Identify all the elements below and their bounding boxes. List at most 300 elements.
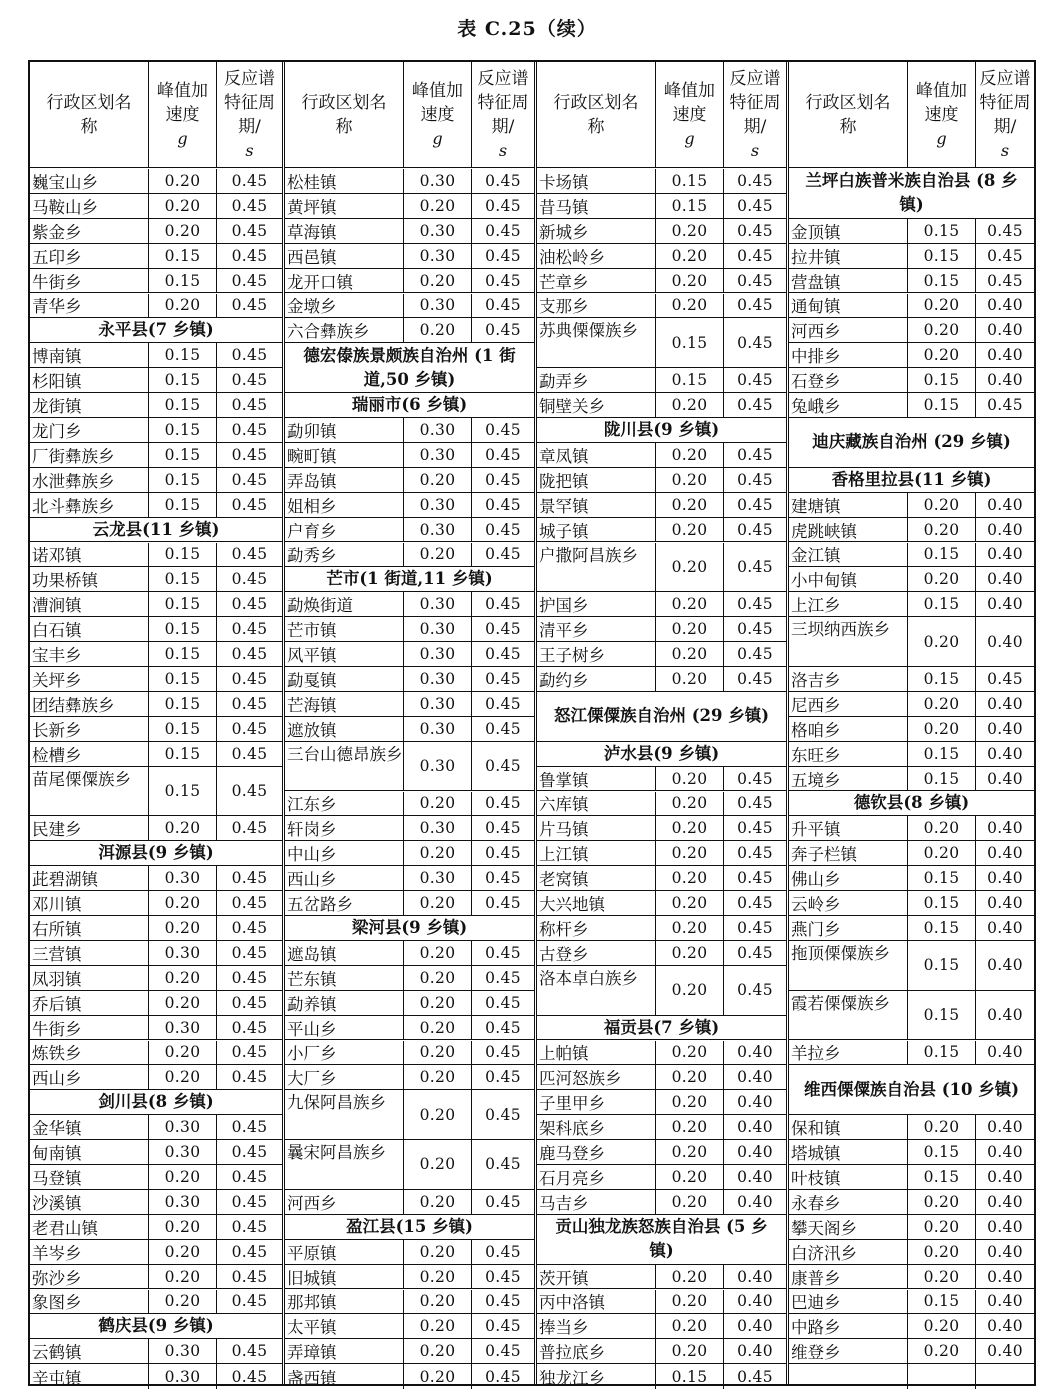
- region-name: 五印乡: [30, 244, 149, 269]
- peak-acceleration: 0.20: [404, 1314, 472, 1339]
- characteristic-period: 0.45: [472, 1339, 534, 1364]
- group-heading: 洱源县(9 乡镇): [30, 841, 282, 866]
- region-name: 匹河怒族乡: [537, 1065, 656, 1090]
- characteristic-period: 0.45: [217, 891, 282, 916]
- region-name: 旧城镇: [285, 1265, 404, 1290]
- characteristic-period: 0.40: [976, 1215, 1034, 1240]
- group-heading: 德宏傣族景颇族自治州 (1 街道,50 乡镇): [285, 343, 534, 393]
- characteristic-period: 0.45: [217, 1115, 282, 1140]
- region-name: 勐焕街道: [285, 592, 404, 617]
- characteristic-period: 0.45: [217, 717, 282, 742]
- peak-acceleration: 0.15: [908, 543, 976, 568]
- characteristic-period: 0.45: [724, 169, 786, 194]
- header-pga: [404, 62, 472, 168]
- region-name: 普拉底乡: [537, 1339, 656, 1364]
- characteristic-period: 0.45: [472, 1140, 534, 1190]
- region-name: 上江乡: [789, 592, 908, 617]
- region-name: 霞若傈僳族乡: [789, 991, 908, 1041]
- peak-acceleration: 0.20: [404, 1016, 472, 1041]
- region-name: 诺邓镇: [30, 543, 149, 568]
- peak-acceleration: 0.15: [908, 1290, 976, 1315]
- region-name: 姐相乡: [285, 493, 404, 518]
- peak-acceleration: 0.30: [404, 169, 472, 194]
- region-name: 洛本卓白族乡: [537, 966, 656, 1016]
- peak-acceleration: 0.20: [149, 991, 217, 1016]
- group-heading: 永平县(7 乡镇): [30, 318, 282, 343]
- region-name: 铜壁关乡: [537, 393, 656, 418]
- region-name: 护国乡: [537, 592, 656, 617]
- characteristic-period: 0.40: [976, 991, 1034, 1041]
- header-pga: [908, 62, 976, 168]
- region-name: 老窝镇: [537, 866, 656, 891]
- characteristic-period: 0.45: [472, 966, 534, 991]
- region-name: 牛街乡: [30, 1016, 149, 1041]
- peak-acceleration: 0.20: [656, 1314, 724, 1339]
- peak-acceleration: 0.20: [656, 1041, 724, 1066]
- peak-acceleration: 0.30: [404, 443, 472, 468]
- peak-acceleration: 0.20: [656, 468, 724, 493]
- peak-acceleration: 0.15: [149, 468, 217, 493]
- peak-acceleration: 0.15: [149, 717, 217, 742]
- characteristic-period: 0.45: [472, 269, 534, 294]
- characteristic-period: 0.40: [976, 841, 1034, 866]
- characteristic-period: 0.40: [976, 941, 1034, 991]
- region-name: 鹿马登乡: [537, 1140, 656, 1165]
- region-name: 草海镇: [285, 219, 404, 244]
- peak-acceleration: 0.20: [149, 1065, 217, 1090]
- peak-acceleration: 0.20: [656, 1165, 724, 1190]
- characteristic-period: 0.40: [976, 767, 1034, 792]
- peak-acceleration: 0.15: [149, 692, 217, 717]
- table-panel: [786, 62, 1034, 1384]
- peak-acceleration: 0.20: [404, 1240, 472, 1265]
- characteristic-period: 0.45: [724, 219, 786, 244]
- region-name: 遮岛镇: [285, 941, 404, 966]
- characteristic-period: 0.40: [724, 1190, 786, 1215]
- characteristic-period: 0.45: [724, 518, 786, 543]
- peak-acceleration: 0.15: [149, 443, 217, 468]
- characteristic-period: 0.40: [976, 717, 1034, 742]
- peak-acceleration: 0.20: [908, 343, 976, 368]
- peak-acceleration: 0.15: [908, 368, 976, 393]
- peak-acceleration: 0.30: [404, 219, 472, 244]
- peak-acceleration: 0.30: [404, 717, 472, 742]
- peak-acceleration: 0.15: [908, 269, 976, 294]
- group-heading: 鹤庆县(9 乡镇): [30, 1314, 282, 1339]
- peak-acceleration: 0.30: [149, 1140, 217, 1165]
- region-name: 紫金乡: [30, 219, 149, 244]
- region-name: 勐戛镇: [285, 667, 404, 692]
- region-name: 攀天阁乡: [789, 1215, 908, 1240]
- characteristic-period: 0.45: [217, 916, 282, 941]
- peak-acceleration: 0.15: [656, 1364, 724, 1389]
- characteristic-period: 0.40: [724, 1090, 786, 1115]
- region-name: 洛吉乡: [789, 667, 908, 692]
- peak-acceleration: 0.20: [908, 518, 976, 543]
- characteristic-period: 0.45: [724, 592, 786, 617]
- characteristic-period: 0.45: [472, 194, 534, 219]
- region-name: 茨开镇: [537, 1265, 656, 1290]
- header-pga-wrap: [404, 79, 471, 151]
- characteristic-period: 0.45: [217, 1215, 282, 1240]
- region-name: 陇把镇: [537, 468, 656, 493]
- characteristic-period: 0.45: [217, 1041, 282, 1066]
- characteristic-period: 0.45: [724, 393, 786, 418]
- peak-acceleration: 0.20: [908, 1190, 976, 1215]
- region-name: 风平镇: [285, 642, 404, 667]
- region-name: 弥沙乡: [30, 1265, 149, 1290]
- region-name: 长新乡: [30, 717, 149, 742]
- region-name: 昔马镇: [537, 194, 656, 219]
- characteristic-period: 0.45: [472, 169, 534, 194]
- characteristic-period: 0.45: [217, 1265, 282, 1290]
- characteristic-period: 0.45: [472, 1016, 534, 1041]
- characteristic-period: 0.45: [472, 1265, 534, 1290]
- region-name: 西山乡: [285, 866, 404, 891]
- characteristic-period: 0.45: [472, 1041, 534, 1066]
- group-heading: 德钦县(8 乡镇): [789, 792, 1034, 817]
- peak-acceleration: 0.20: [656, 642, 724, 667]
- region-name: 检槽乡: [30, 742, 149, 767]
- peak-acceleration: 0.20: [908, 717, 976, 742]
- peak-acceleration: 0.30: [149, 1339, 217, 1364]
- characteristic-period: 0.45: [217, 219, 282, 244]
- peak-acceleration: 0.20: [908, 1115, 976, 1140]
- peak-acceleration: 0.30: [404, 418, 472, 443]
- region-name: 鲁掌镇: [537, 767, 656, 792]
- peak-acceleration: 0.20: [656, 443, 724, 468]
- characteristic-period: 0.45: [217, 991, 282, 1016]
- region-name: 羊拉乡: [789, 1041, 908, 1066]
- region-name: 户撒阿昌族乡: [537, 543, 656, 593]
- region-name: 勐秀乡: [285, 543, 404, 568]
- characteristic-period: 0.40: [976, 742, 1034, 767]
- group-heading: 迪庆藏族自治州 (29 乡镇): [789, 418, 1034, 468]
- region-name: 牛街乡: [30, 269, 149, 294]
- region-name: 中山乡: [285, 841, 404, 866]
- peak-acceleration: 0.30: [404, 592, 472, 617]
- region-name: 塔城镇: [789, 1140, 908, 1165]
- characteristic-period: 0.45: [217, 543, 282, 568]
- characteristic-period: 0.45: [217, 393, 282, 418]
- region-name: 辛屯镇: [30, 1364, 149, 1389]
- characteristic-period: 0.45: [217, 244, 282, 269]
- region-name: 中路乡: [789, 1314, 908, 1339]
- header-name: [537, 62, 656, 168]
- characteristic-period: 0.45: [217, 1339, 282, 1364]
- peak-acceleration: 0.15: [908, 244, 976, 269]
- characteristic-period: 0.45: [472, 742, 534, 792]
- region-name: 上帕镇: [537, 1041, 656, 1066]
- peak-acceleration: 0.20: [656, 1190, 724, 1215]
- peak-acceleration: 0.15: [908, 219, 976, 244]
- peak-acceleration: 0.15: [149, 244, 217, 269]
- characteristic-period: 0.40: [724, 1065, 786, 1090]
- peak-acceleration: 0.20: [404, 941, 472, 966]
- peak-acceleration: 0.20: [908, 318, 976, 343]
- characteristic-period: 0.45: [724, 767, 786, 792]
- region-name: 卡场镇: [537, 169, 656, 194]
- peak-acceleration: 0.20: [149, 294, 217, 319]
- header-period-wrap: [472, 67, 534, 163]
- region-name: 清平乡: [537, 617, 656, 642]
- header-pga-unit: g: [684, 128, 695, 148]
- peak-acceleration: 0.15: [149, 418, 217, 443]
- peak-acceleration: 0.20: [908, 1339, 976, 1364]
- characteristic-period: 0.40: [976, 493, 1034, 518]
- region-name: 维登乡: [789, 1339, 908, 1364]
- peak-acceleration: 0.20: [656, 518, 724, 543]
- region-name: 五境乡: [789, 767, 908, 792]
- region-name: 拖顶傈僳族乡: [789, 941, 908, 991]
- region-name: 建塘镇: [789, 493, 908, 518]
- characteristic-period: 0.45: [724, 244, 786, 269]
- characteristic-period: 0.40: [976, 1265, 1034, 1290]
- peak-acceleration: 0.20: [149, 194, 217, 219]
- region-name: 升平镇: [789, 816, 908, 841]
- characteristic-period: 0.40: [976, 1140, 1034, 1165]
- region-name: 弄岛镇: [285, 468, 404, 493]
- region-name: 勐约乡: [537, 667, 656, 692]
- characteristic-period: 0.45: [472, 841, 534, 866]
- region-name: 三营镇: [30, 941, 149, 966]
- characteristic-period: 0.40: [724, 1165, 786, 1190]
- characteristic-period: 0.45: [217, 941, 282, 966]
- region-name: 沙溪镇: [30, 1190, 149, 1215]
- region-name: 西山乡: [30, 1065, 149, 1090]
- characteristic-period: 0.45: [976, 219, 1034, 244]
- characteristic-period: 0.45: [976, 269, 1034, 294]
- region-name: 金墩乡: [285, 294, 404, 319]
- table-panel: [30, 62, 282, 1388]
- peak-acceleration: 0.20: [908, 567, 976, 592]
- peak-acceleration: 0.30: [404, 742, 472, 792]
- region-name: 江东乡: [285, 792, 404, 817]
- region-name: 芒东镇: [285, 966, 404, 991]
- table-panel: [534, 62, 786, 1388]
- header-pga: [656, 62, 724, 168]
- region-name: 云岭乡: [789, 891, 908, 916]
- characteristic-period: 0.45: [217, 742, 282, 767]
- characteristic-period: 0.45: [217, 567, 282, 592]
- header-period-unit: s: [750, 140, 760, 160]
- characteristic-period: 0.40: [976, 294, 1034, 319]
- region-name: 上江镇: [537, 841, 656, 866]
- peak-acceleration: 0.20: [404, 1190, 472, 1215]
- region-name: 邓川镇: [30, 891, 149, 916]
- peak-acceleration: 0.30: [404, 617, 472, 642]
- characteristic-period: 0.40: [976, 1165, 1034, 1190]
- peak-acceleration: 0.20: [656, 667, 724, 692]
- region-name: 中排乡: [789, 343, 908, 368]
- peak-acceleration: 0.20: [656, 966, 724, 1016]
- peak-acceleration: 0.20: [656, 816, 724, 841]
- region-name: 云鹤镇: [30, 1339, 149, 1364]
- peak-acceleration: 0.20: [404, 543, 472, 568]
- characteristic-period: 0.45: [472, 941, 534, 966]
- peak-acceleration: 0.15: [908, 742, 976, 767]
- characteristic-period: 0.45: [724, 543, 786, 593]
- peak-acceleration: 0.30: [149, 866, 217, 891]
- region-name: 章凤镇: [537, 443, 656, 468]
- region-name: 象图乡: [30, 1290, 149, 1315]
- peak-acceleration: 0.20: [404, 194, 472, 219]
- peak-acceleration: 0.20: [656, 891, 724, 916]
- peak-acceleration: 0.30: [404, 667, 472, 692]
- peak-acceleration: 0.30: [404, 518, 472, 543]
- group-heading: 福贡县(7 乡镇): [537, 1016, 786, 1041]
- peak-acceleration: 0.15: [908, 1041, 976, 1066]
- characteristic-period: 0.45: [217, 269, 282, 294]
- characteristic-period: 0.45: [217, 966, 282, 991]
- characteristic-period: 0.45: [217, 617, 282, 642]
- characteristic-period: 0.45: [472, 219, 534, 244]
- characteristic-period: 0.45: [724, 941, 786, 966]
- characteristic-period: 0.45: [724, 194, 786, 219]
- region-name: 尼西乡: [789, 692, 908, 717]
- peak-acceleration: 0.20: [656, 393, 724, 418]
- characteristic-period: 0.45: [217, 667, 282, 692]
- characteristic-period: 0.45: [217, 1290, 282, 1315]
- characteristic-period: 0.40: [724, 1041, 786, 1066]
- peak-acceleration: [908, 1364, 976, 1389]
- peak-acceleration: 0.20: [149, 1240, 217, 1265]
- header-period-unit: s: [1000, 140, 1010, 160]
- characteristic-period: 0.40: [976, 1240, 1034, 1265]
- peak-acceleration: 0.15: [908, 866, 976, 891]
- characteristic-period: 0.45: [472, 1290, 534, 1315]
- peak-acceleration: 0.15: [149, 667, 217, 692]
- region-name: 马登镇: [30, 1165, 149, 1190]
- peak-acceleration: 0.20: [656, 1339, 724, 1364]
- characteristic-period: 0.45: [472, 592, 534, 617]
- characteristic-period: 0.45: [217, 592, 282, 617]
- characteristic-period: 0.45: [472, 1065, 534, 1090]
- characteristic-period: 0.45: [472, 468, 534, 493]
- characteristic-period: 0.45: [976, 393, 1034, 418]
- peak-acceleration: 0.20: [404, 1364, 472, 1389]
- peak-acceleration: 0.20: [404, 991, 472, 1016]
- region-name: 勐养镇: [285, 991, 404, 1016]
- characteristic-period: 0.45: [217, 368, 282, 393]
- region-name: 叶枝镇: [789, 1165, 908, 1190]
- region-name: 巴迪乡: [789, 1290, 908, 1315]
- region-name: 北斗彝族乡: [30, 493, 149, 518]
- group-heading: 泸水县(9 乡镇): [537, 742, 786, 767]
- characteristic-period: 0.45: [472, 493, 534, 518]
- peak-acceleration: 0.20: [404, 1265, 472, 1290]
- characteristic-period: 0.40: [976, 816, 1034, 841]
- characteristic-period: 0.45: [217, 1165, 282, 1190]
- region-name: 六库镇: [537, 792, 656, 817]
- region-name: 宝丰乡: [30, 642, 149, 667]
- region-name: 支那乡: [537, 294, 656, 319]
- group-heading: 瑞丽市(6 乡镇): [285, 393, 534, 418]
- header-name: [285, 62, 404, 168]
- peak-acceleration: 0.20: [908, 841, 976, 866]
- header-period-label: 反应谱特征周期/: [224, 68, 275, 137]
- table-panel: [282, 62, 534, 1388]
- characteristic-period: 0.40: [976, 692, 1034, 717]
- region-name: 炼铁乡: [30, 1041, 149, 1066]
- peak-acceleration: 0.30: [404, 244, 472, 269]
- characteristic-period: 0.45: [217, 169, 282, 194]
- peak-acceleration: 0.20: [908, 617, 976, 667]
- peak-acceleration: 0.15: [149, 592, 217, 617]
- region-name: 三台山德昂族乡: [285, 742, 404, 792]
- characteristic-period: 0.45: [217, 1140, 282, 1165]
- header-name-label: 行政区划名称: [553, 92, 639, 137]
- header-pga-label: 峰值加速度: [916, 80, 967, 125]
- peak-acceleration: 0.20: [149, 816, 217, 841]
- header-period-unit: s: [245, 140, 254, 160]
- region-name: 马吉乡: [537, 1190, 656, 1215]
- region-name: 关坪乡: [30, 667, 149, 692]
- region-name: 东旺乡: [789, 742, 908, 767]
- peak-acceleration: 0.20: [656, 1065, 724, 1090]
- characteristic-period: 0.45: [217, 343, 282, 368]
- characteristic-period: 0.45: [472, 518, 534, 543]
- characteristic-period: 0.45: [724, 468, 786, 493]
- peak-acceleration: 0.30: [149, 1190, 217, 1215]
- region-name: [789, 1364, 908, 1389]
- region-name: 芒海镇: [285, 692, 404, 717]
- peak-acceleration: 0.15: [908, 1165, 976, 1190]
- peak-acceleration: 0.15: [656, 194, 724, 219]
- group-heading: 剑川县(8 乡镇): [30, 1090, 282, 1115]
- peak-acceleration: 0.15: [908, 916, 976, 941]
- group-heading: 陇川县(9 乡镇): [537, 418, 786, 443]
- header-period-label: 反应谱特征周期/: [729, 68, 781, 137]
- region-name: 独龙江乡: [537, 1364, 656, 1389]
- peak-acceleration: 0.20: [656, 866, 724, 891]
- characteristic-period: 0.45: [217, 493, 282, 518]
- region-name: 通甸镇: [789, 294, 908, 319]
- region-name: 西邑镇: [285, 244, 404, 269]
- region-name: 松桂镇: [285, 169, 404, 194]
- peak-acceleration: 0.30: [404, 816, 472, 841]
- characteristic-period: 0.45: [472, 1190, 534, 1215]
- group-heading: 香格里拉县(11 乡镇): [789, 468, 1034, 493]
- region-name: 龙门乡: [30, 418, 149, 443]
- characteristic-period: 0.45: [472, 991, 534, 1016]
- characteristic-period: 0.45: [724, 792, 786, 817]
- characteristic-period: 0.45: [472, 244, 534, 269]
- peak-acceleration: 0.20: [149, 916, 217, 941]
- peak-acceleration: 0.15: [908, 592, 976, 617]
- region-name: 小厂乡: [285, 1041, 404, 1066]
- header-pga-label: 峰值加速度: [664, 80, 715, 125]
- peak-acceleration: 0.20: [656, 792, 724, 817]
- region-name: 功果桥镇: [30, 567, 149, 592]
- characteristic-period: 0.45: [217, 1240, 282, 1265]
- characteristic-period: 0.45: [472, 692, 534, 717]
- characteristic-period: 0.45: [724, 294, 786, 319]
- table-title: 表 C.25（续）: [457, 18, 597, 40]
- region-name: 漕涧镇: [30, 592, 149, 617]
- region-name: 畹町镇: [285, 443, 404, 468]
- peak-acceleration: 0.20: [404, 1339, 472, 1364]
- characteristic-period: 0.45: [217, 692, 282, 717]
- region-name: 户育乡: [285, 518, 404, 543]
- region-name: 青华乡: [30, 294, 149, 319]
- characteristic-period: 0.45: [724, 667, 786, 692]
- region-name: 丙中洛镇: [537, 1290, 656, 1315]
- peak-acceleration: 0.20: [404, 468, 472, 493]
- region-name: 景罕镇: [537, 493, 656, 518]
- region-name: 王子树乡: [537, 642, 656, 667]
- characteristic-period: 0.45: [217, 1190, 282, 1215]
